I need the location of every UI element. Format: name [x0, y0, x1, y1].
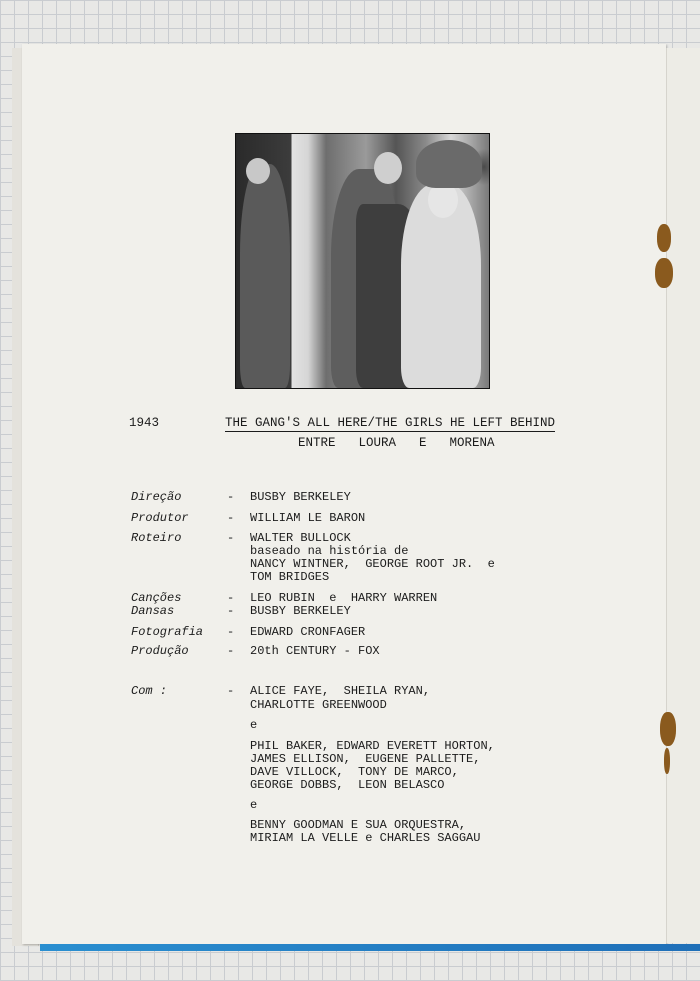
- credit-label: Dansas: [131, 604, 175, 618]
- blue-binding-strip: [40, 944, 700, 951]
- credit-value: TOM BRIDGES: [250, 570, 330, 584]
- credit-dash: -: [227, 511, 235, 525]
- cast-dash: -: [227, 684, 235, 698]
- cast-line: MIRIAM LA VELLE e CHARLES SAGGAU: [250, 831, 481, 845]
- credit-value: WILLIAM LE BARON: [250, 511, 366, 525]
- cast-line: PHIL BAKER, EDWARD EVERETT HORTON,: [250, 739, 495, 753]
- cast-line: GEORGE DOBBS, LEON BELASCO: [250, 778, 445, 792]
- film-year: 1943: [129, 416, 160, 430]
- cast-line: JAMES ELLISON, EUGENE PALLETTE,: [250, 752, 481, 766]
- film-portuguese-title: ENTRE LOURA E MORENA: [298, 436, 495, 450]
- credit-value: EDWARD CRONFAGER: [250, 625, 366, 639]
- credit-label: Direção: [131, 490, 182, 504]
- cast-line: CHARLOTTE GREENWOOD: [250, 698, 387, 712]
- credit-label: Produtor: [131, 511, 189, 525]
- credit-value: WALTER BULLOCK: [250, 531, 351, 545]
- credit-dash: -: [227, 490, 235, 504]
- cast-line: e: [250, 718, 258, 732]
- rust-stain: [660, 712, 676, 746]
- credit-label: Roteiro: [131, 531, 182, 545]
- credit-dash: -: [227, 604, 235, 618]
- credit-value: baseado na história de: [250, 544, 409, 558]
- cast-line: ALICE FAYE, SHEILA RYAN,: [250, 684, 431, 698]
- credit-label: Canções: [131, 591, 182, 605]
- credit-dash: -: [227, 531, 235, 545]
- credit-dash: -: [227, 591, 235, 605]
- next-page-edge: [666, 48, 700, 943]
- credit-value: LEO RUBIN e HARRY WARREN: [250, 591, 438, 605]
- cast-line: DAVE VILLOCK, TONY DE MARCO,: [250, 765, 459, 779]
- credit-label: Produção: [131, 644, 189, 658]
- credit-value: NANCY WINTNER, GEORGE ROOT JR. e: [250, 557, 495, 571]
- credit-dash: -: [227, 644, 235, 658]
- film-title: THE GANG'S ALL HERE/THE GIRLS HE LEFT BEHIND: [225, 416, 556, 430]
- cast-line: e: [250, 798, 258, 812]
- rust-stain: [655, 258, 673, 288]
- credit-dash: -: [227, 625, 235, 639]
- cast-label: Com :: [131, 684, 168, 698]
- credit-label: Fotografia: [131, 625, 204, 639]
- rust-stain: [664, 748, 670, 774]
- credit-value: BUSBY BERKELEY: [250, 490, 351, 504]
- rust-stain: [657, 224, 671, 252]
- cast-line: BENNY GOODMAN E SUA ORQUESTRA,: [250, 818, 467, 832]
- film-still-photo: [235, 133, 490, 389]
- credit-value: 20th CENTURY - FOX: [250, 644, 380, 658]
- credit-value: BUSBY BERKELEY: [250, 604, 351, 618]
